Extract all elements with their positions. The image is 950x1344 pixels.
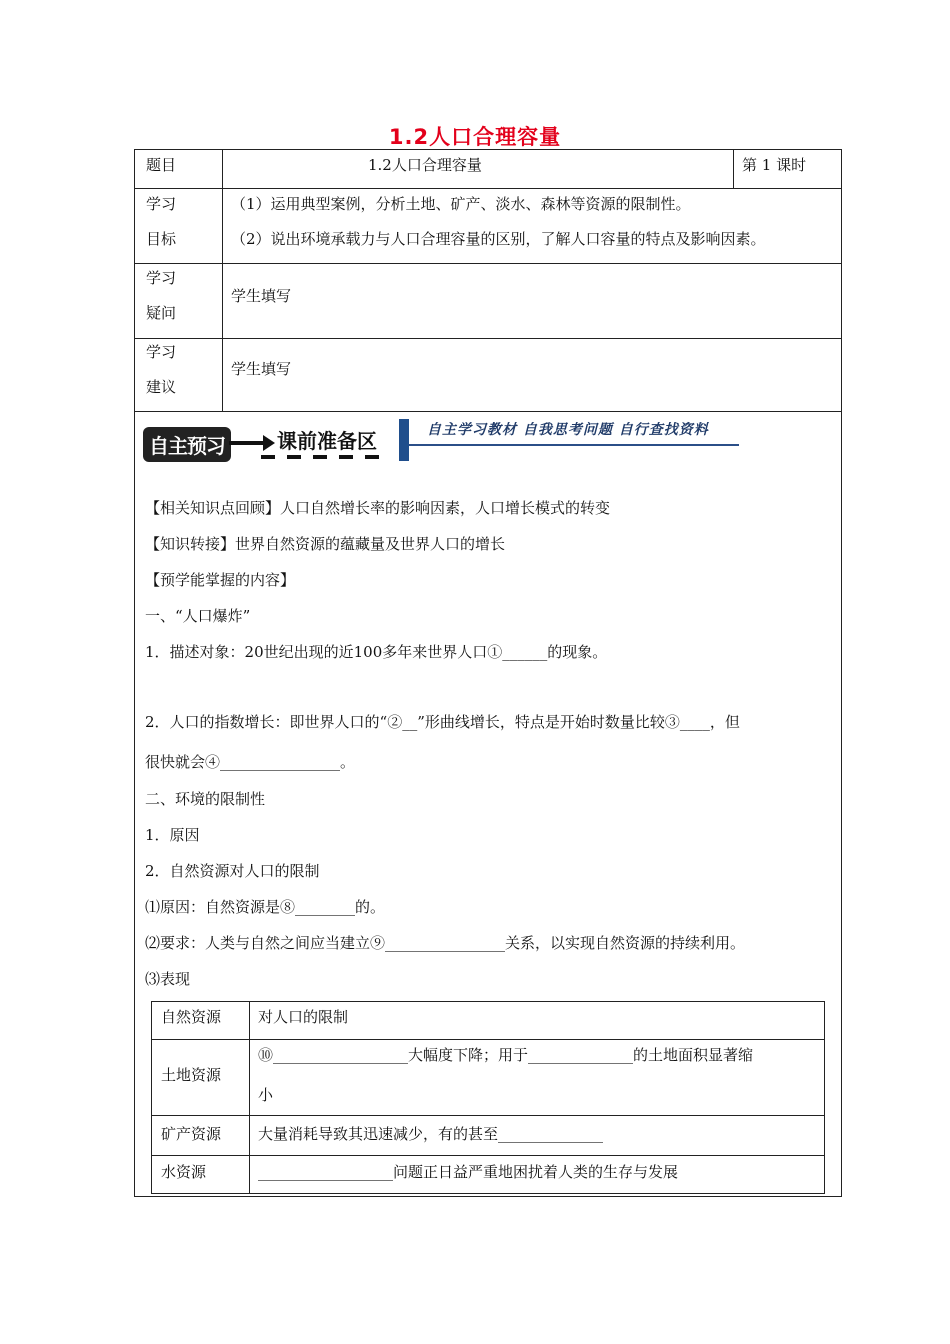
paragraph: 二、环境的限制性 [145, 790, 266, 808]
table-rule [222, 149, 223, 411]
table-rule [134, 188, 842, 189]
paragraph: ⑶表现 [145, 970, 191, 988]
paragraph: ⑴原因：自然资源是⑧________的。 [145, 898, 386, 916]
lesson-title-value: 1.2人口合理容量 [368, 156, 482, 174]
arrow-icon [263, 435, 275, 451]
banner-bar [399, 419, 409, 461]
paragraph: ⑵要求：人类与自然之间应当建立⑨________________关系，以实现自然资源的持续利用。 [145, 934, 746, 952]
advice-value: 学生填写 [231, 360, 292, 378]
resource-row-limit-cont: 小 [258, 1086, 274, 1104]
paragraph: 【知识转接】世界自然资源的蕴藏量及世界人口的增长 [145, 535, 506, 553]
goal-line-1: （1）运用典型案例，分析土地、矿产、淡水、森林等资源的限制性。 [231, 195, 691, 213]
banner-underline [409, 444, 739, 446]
table-rule [134, 338, 842, 339]
questions-value: 学生填写 [231, 287, 292, 305]
paragraph: 1．描述对象：20世纪出现的近100多年来世界人口①______的现象。 [145, 643, 608, 661]
resource-row-name: 矿产资源 [161, 1125, 222, 1143]
paragraph: 【预学能掌握的内容】 [145, 571, 296, 589]
table-rule [249, 1001, 250, 1194]
banner-arrow [229, 441, 265, 445]
document-title: 1.2人口合理容量 [388, 125, 562, 149]
banner-dashes [261, 455, 391, 459]
paragraph: 2．人口的指数增长：即世界人口的“②__”形曲线增长，特点是开始时数量比较③____，但 [145, 713, 740, 731]
paragraph: 1．原因 [145, 826, 200, 844]
table-rule [134, 263, 842, 264]
paragraph: 【相关知识点回顾】人口自然增长率的影响因素，人口增长模式的转变 [145, 499, 611, 517]
resource-row-limit: __________________问题正日益严重地困扰着人类的生存与发展 [258, 1163, 679, 1181]
resource-row-name: 水资源 [161, 1163, 207, 1181]
table-rule [134, 411, 842, 412]
resource-header-name: 自然资源 [161, 1008, 222, 1026]
goal-line-2: （2）说出环境承载力与人口合理容量的区别，了解人口容量的特点及影响因素。 [231, 230, 766, 248]
resource-row-limit: 大量消耗导致其迅速减少，有的甚至______________ [258, 1125, 604, 1143]
table-rule [151, 1155, 825, 1156]
banner-tag: 自主预习 [143, 427, 231, 462]
resource-header-limit: 对人口的限制 [258, 1008, 349, 1026]
banner-slogan: 自主学习教材 自我思考问题 自行查找资料 [427, 422, 709, 438]
resource-row-name: 土地资源 [161, 1066, 222, 1084]
paragraph: 很快就会④________________。 [145, 753, 356, 771]
table-rule [151, 1039, 825, 1040]
row-label-advice-2: 建议 [146, 378, 177, 396]
banner-section: 课前准备区 [277, 429, 377, 453]
paragraph: 一、“人口爆炸” [145, 607, 251, 625]
paragraph: 2．自然资源对人口的限制 [145, 862, 320, 880]
preview-banner [143, 417, 743, 467]
resource-row-limit: ⑩__________________大幅度下降；用于______________的土地面积显著缩 [258, 1046, 754, 1064]
row-label-goals-1: 学习 [146, 195, 177, 213]
row-label-questions-2: 疑问 [146, 304, 177, 322]
row-label-goals-2: 目标 [146, 230, 177, 248]
table-rule [151, 1115, 825, 1116]
lesson-period: 第 1 课时 [742, 156, 807, 174]
row-label-title: 题目 [146, 156, 177, 174]
table-rule [733, 149, 734, 188]
row-label-questions-1: 学习 [146, 269, 177, 287]
row-label-advice-1: 学习 [146, 343, 177, 361]
